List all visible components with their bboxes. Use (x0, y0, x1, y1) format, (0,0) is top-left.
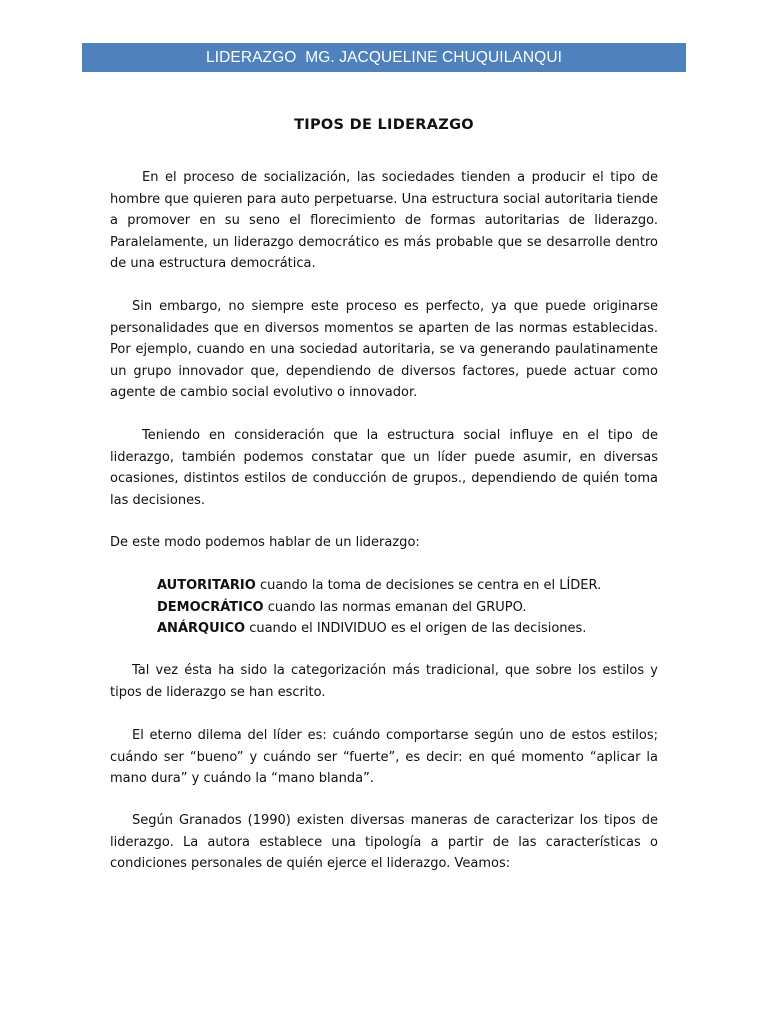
paragraph-4: De este modo podemos hablar de un liderazgo: (110, 535, 420, 550)
paragraph-6: El eterno dilema del líder es: cuándo comportarse según uno de estos estilos; cuándo ser “bueno” y cuándo ser “fuerte”, es decir: en qué momento “aplicar la mano dura” y cuándo la “mano blanda”. (110, 728, 658, 787)
document-title: TIPOS DE LIDERAZGO (294, 117, 474, 133)
header-text: LIDERAZGO MG. JACQUELINE CHUQUILANQUI (205, 48, 563, 66)
leadership-types-list (157, 575, 657, 640)
list-item-description: cuando las normas emanan del GRUPO. (263, 599, 527, 615)
paragraph-3: Teniendo en consideración que la estructura social influye en el tipo de liderazgo, también podemos constatar que un líder puede asumir, en diversas ocasiones, distintos estilos de conducción de grupos., dependiendo de quién toma las decisiones. (110, 428, 658, 508)
list-item-term: ANÁRQUICO (157, 621, 246, 637)
list-item (157, 575, 657, 597)
paragraph-7: Según Granados (1990) existen diversas maneras de caracterizar los tipos de liderazgo. La autora establece una tipología a partir de las características o condiciones personales de quién ejerce el liderazgo. Veamos: (110, 813, 658, 872)
list-item-description: cuando el INDIVIDUO es el origen de las decisiones. (245, 621, 587, 637)
list-item (157, 618, 657, 640)
paragraph-5: Tal vez ésta ha sido la categorización más tradicional, que sobre los estilos y tipos de liderazgo se han escrito. (110, 663, 658, 700)
paragraph-2: Sin embargo, no siempre este proceso es perfecto, ya que puede originarse personalidades que en diversos momentos se aparten de las normas establecidas. Por ejemplo, cuando en una sociedad autoritaria, se va generando paulatinamente un grupo innovador que, dependiendo de diversos factores, puede actuar como agente de cambio social evolutivo o innovador. (110, 299, 658, 401)
paragraph-1: En el proceso de socialización, las sociedades tienden a producir el tipo de hombre que quieren para auto perpetuarse. Una estructura social autoritaria tiende a promover en su seno el florecimiento de formas autoritarias de liderazgo. Paralelamente, un liderazgo democrático es más probable que se desarrolle dentro de una estructura democrática. (110, 170, 658, 272)
list-item (157, 597, 657, 619)
list-item-term: AUTORITARIO (157, 578, 256, 593)
list-item-term: DEMOCRÁTICO (157, 599, 264, 615)
header-banner (82, 43, 686, 72)
list-item-description: cuando la toma de decisiones se centra en el LÍDER. (255, 578, 602, 593)
